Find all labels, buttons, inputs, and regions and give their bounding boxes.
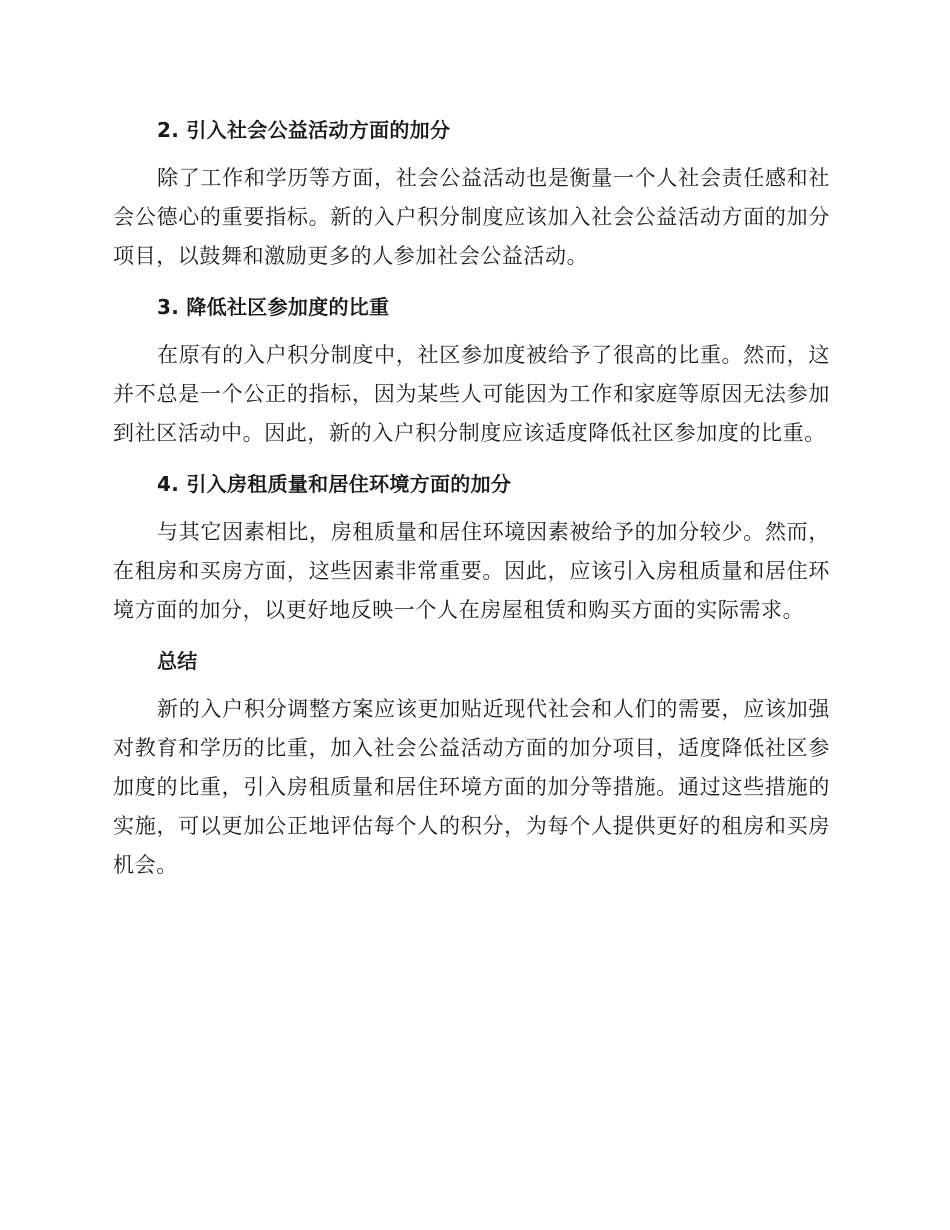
section-paragraph-public-welfare: 除了工作和学历等方面，社会公益活动也是衡量一个人社会责任感和社会公德心的重要指标。新的入户积分制度应该加入社会公益活动方面的加分项目，以鼓舞和激励更多的人参加社会公益活动。 [113, 166, 830, 268]
section-paragraph-rental-quality: 与其它因素相比，房租质量和居住环境因素被给予的加分较少。然而，在租房和买房方面，这些因素非常重要。因此，应该引入房租质量和居住环境方面的加分，以更好地反映一个人在房屋租赁和购买方面的实际需求。 [113, 520, 830, 622]
section-heading-rental-quality: 4. 引入房租质量和居住环境方面的加分 [157, 472, 512, 496]
section-heading-community-participation: 3. 降低社区参加度的比重 [157, 295, 390, 319]
section-paragraph-community-participation: 在原有的入户积分制度中，社区参加度被给予了很高的比重。然而，这并不总是一个公正的指标，因为某些人可能因为工作和家庭等原因无法参加到社区活动中。因此，新的入户积分制度应该适度降低社区参加度的比重。 [113, 343, 830, 445]
section-heading-summary: 总结 [157, 649, 198, 673]
section-heading-public-welfare: 2. 引入社会公益活动方面的加分 [157, 118, 451, 142]
section-paragraph-summary: 新的入户积分调整方案应该更加贴近现代社会和人们的需要，应该加强对教育和学历的比重，加入社会公益活动方面的加分项目，适度降低社区参加度的比重，引入房租质量和居住环境方面的加分等措施。通过这些措施的实施，可以更加公正地评估每个人的积分，为每个人提供更好的租房和买房机会。 [113, 697, 830, 877]
